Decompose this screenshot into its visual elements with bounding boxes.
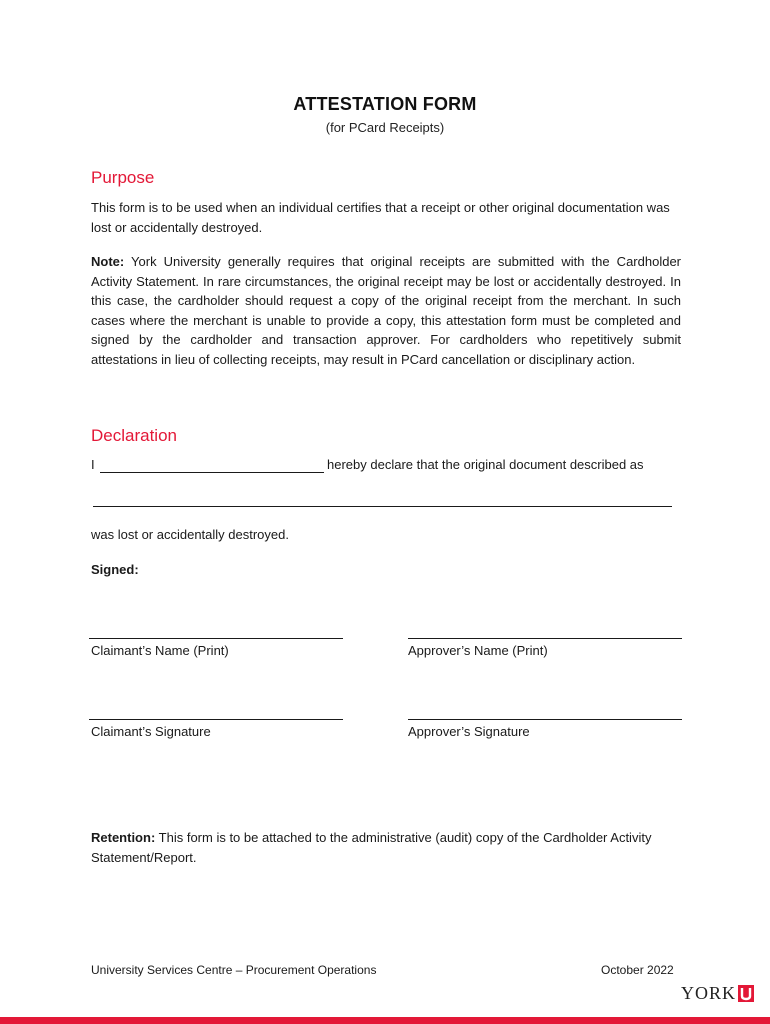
approver-name-label: Approver’s Name (Print) xyxy=(408,643,548,658)
claimant-name-line[interactable] xyxy=(89,638,343,639)
approver-name-line[interactable] xyxy=(408,638,682,639)
purpose-heading: Purpose xyxy=(91,168,155,187)
purpose-intro: This form is to be used when an individual certifies that a receipt or other original documentation was lost or accidentally destroyed. xyxy=(91,200,670,235)
declarant-name-line[interactable] xyxy=(100,472,324,473)
retention-note xyxy=(91,828,681,867)
purpose-note xyxy=(91,252,681,369)
claimant-name-label: Claimant’s Name (Print) xyxy=(91,643,229,658)
declaration-heading: Declaration xyxy=(91,426,177,445)
declaration-i-label: I xyxy=(91,457,95,472)
signed-label: Signed: xyxy=(91,562,139,577)
approver-signature-line[interactable] xyxy=(408,719,682,720)
footer-date: October 2022 xyxy=(601,963,674,977)
footer-department: University Services Centre – Procurement Operations xyxy=(91,963,377,977)
claimant-signature-line[interactable] xyxy=(89,719,343,720)
note-label: Note: xyxy=(91,254,125,269)
form-title: ATTESTATION FORM xyxy=(293,94,477,114)
lost-text: was lost or accidentally destroyed. xyxy=(91,527,289,542)
document-description-line[interactable] xyxy=(93,506,672,507)
retention-label: Retention: xyxy=(91,830,156,845)
york-logo xyxy=(681,982,754,1004)
york-logo-wordmark: YORK xyxy=(681,983,737,1003)
declaration-text: hereby declare that the original document described as xyxy=(327,457,644,472)
york-u-glyph xyxy=(738,985,754,1002)
note-text: York University generally requires that original receipts are submitted with the Cardholder Activity Statement. In rare circumstances, the original receipt may be lost or accidentally destroyed. In this case, the cardholder should request a copy of the original receipt from the merchant. In such cases where the merchant is unable to provide a copy, this attestation form must be completed and signed by the cardholder and transaction approver. For cardholders who repetitively submit attestations in lieu of collecting receipts, may result in PCard cancellation or disciplinary action. xyxy=(91,254,681,367)
footer-accent-bar xyxy=(0,1017,770,1024)
form-subtitle: (for PCard Receipts) xyxy=(325,120,445,135)
retention-text: This form is to be attached to the administrative (audit) copy of the Cardholder Activity Statement/Report. xyxy=(91,830,652,865)
approver-signature-label: Approver’s Signature xyxy=(408,724,530,739)
york-u-mark-icon xyxy=(738,985,754,1002)
claimant-signature-label: Claimant’s Signature xyxy=(91,724,211,739)
